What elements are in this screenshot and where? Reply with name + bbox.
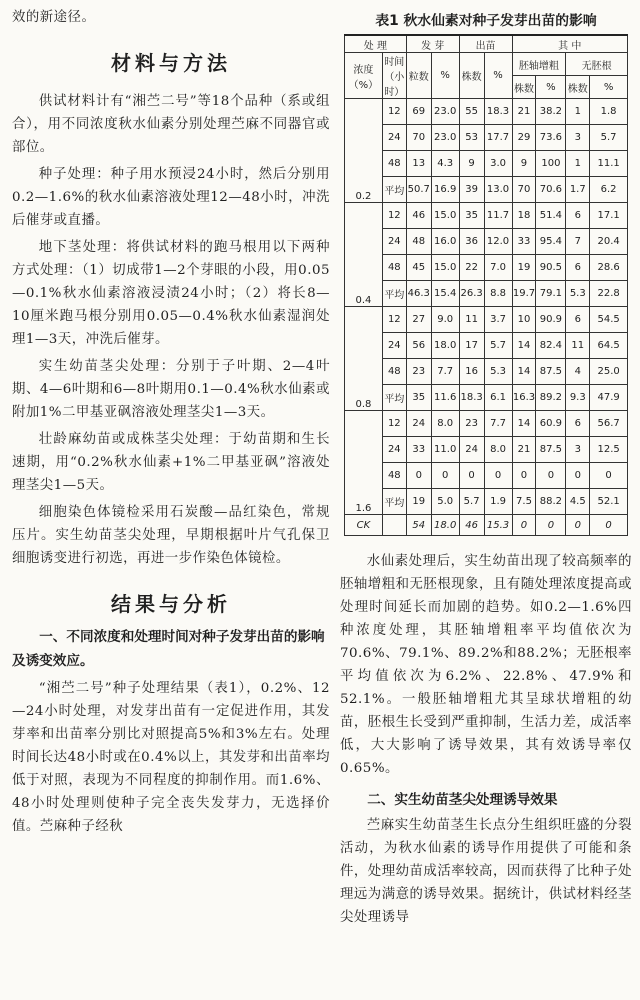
table-cell: 6 bbox=[566, 411, 590, 437]
paragraph-staining: 细胞染色体镜检采用石炭酸—品红染色，常规压片。实生幼苗茎尖处理，早期根据叶片气孔保卫细胞诱变进行初选，再进一步作染色体镜检。 bbox=[12, 505, 330, 566]
table-cell: 38.2 bbox=[536, 99, 566, 125]
table-cell: 4.5 bbox=[566, 489, 590, 515]
paragraph-materials: 供试材料计有“湘苎二号”等18个品种（系或组合），用不同浓度秋水仙素分别处理苎麻不同器官或部位。 bbox=[12, 94, 330, 155]
table-cell: 17 bbox=[459, 333, 484, 359]
table-row bbox=[345, 307, 628, 333]
table-row bbox=[345, 151, 628, 177]
table-cell: 3.0 bbox=[484, 151, 512, 177]
table-cell: 24 bbox=[382, 437, 406, 463]
table-row-control bbox=[345, 515, 628, 536]
concentration-cell: 0.2 bbox=[345, 99, 383, 203]
table-cell: 23 bbox=[459, 411, 484, 437]
table-header: 出苗 bbox=[459, 35, 512, 53]
table-cell: 90.5 bbox=[536, 255, 566, 281]
table-cell: 4.3 bbox=[431, 151, 459, 177]
table-header: 发 芽 bbox=[406, 35, 459, 53]
table-cell: CK bbox=[345, 515, 383, 536]
table-cell: 52.1 bbox=[590, 489, 628, 515]
table-cell: 55 bbox=[459, 99, 484, 125]
table-cell: 0 bbox=[431, 463, 459, 489]
table-cell: 11 bbox=[459, 307, 484, 333]
table-cell: 15.0 bbox=[431, 203, 459, 229]
table-cell: 9.0 bbox=[431, 307, 459, 333]
table-cell: 48 bbox=[382, 151, 406, 177]
table-cell: 12 bbox=[382, 203, 406, 229]
table-row bbox=[345, 255, 628, 281]
table-row bbox=[345, 333, 628, 359]
table-cell: 27 bbox=[406, 307, 431, 333]
table-cell: 54 bbox=[406, 515, 431, 536]
table-cell: 0 bbox=[536, 463, 566, 489]
table-cell: 3.7 bbox=[484, 307, 512, 333]
table-cell: 50.7 bbox=[406, 177, 431, 203]
table-row bbox=[345, 437, 628, 463]
table-cell: 5.3 bbox=[566, 281, 590, 307]
right-column bbox=[340, 0, 632, 929]
table-cell: 60.9 bbox=[536, 411, 566, 437]
table-cell: 89.2 bbox=[536, 385, 566, 411]
table-cell: 21 bbox=[512, 99, 536, 125]
table-cell: 15.0 bbox=[431, 255, 459, 281]
table-cell: 79.1 bbox=[536, 281, 566, 307]
table-cell: 5.7 bbox=[590, 125, 628, 151]
table-cell: 5.7 bbox=[459, 489, 484, 515]
table-cell: 3 bbox=[566, 125, 590, 151]
table-cell: 24 bbox=[459, 437, 484, 463]
table-cell: 9 bbox=[512, 151, 536, 177]
table-cell: 22 bbox=[459, 255, 484, 281]
concentration-cell: 1.6 bbox=[345, 411, 383, 515]
table-cell: 48 bbox=[382, 255, 406, 281]
table-cell: 46 bbox=[406, 203, 431, 229]
table-cell: 1.8 bbox=[590, 99, 628, 125]
table-cell: 47.9 bbox=[590, 385, 628, 411]
table-cell: 36 bbox=[459, 229, 484, 255]
table-cell: 18.3 bbox=[484, 99, 512, 125]
table-cell: 5.7 bbox=[484, 333, 512, 359]
table-header: 胚轴增粗 bbox=[512, 53, 566, 76]
table-cell: 21 bbox=[512, 437, 536, 463]
table-cell: 12.0 bbox=[484, 229, 512, 255]
table-cell: 22.8 bbox=[590, 281, 628, 307]
table-cell: 64.5 bbox=[590, 333, 628, 359]
table-cell: 0 bbox=[484, 463, 512, 489]
table-header: 株数 bbox=[566, 76, 590, 99]
table-cell: 9 bbox=[459, 151, 484, 177]
table-cell: 平均 bbox=[382, 385, 406, 411]
table-cell: 6 bbox=[566, 307, 590, 333]
table-cell: 6 bbox=[566, 255, 590, 281]
table-row bbox=[345, 489, 628, 515]
table-cell: 15.4 bbox=[431, 281, 459, 307]
data-table bbox=[344, 34, 628, 536]
table-header: % bbox=[536, 76, 566, 99]
subsection-heading-2: 二、实生幼苗茎尖处理诱导效果 bbox=[367, 792, 558, 808]
table-cell: 12 bbox=[382, 99, 406, 125]
table-header: % bbox=[484, 53, 512, 99]
table-cell: 7.7 bbox=[431, 359, 459, 385]
table-cell: 1 bbox=[566, 99, 590, 125]
table-cell: 48 bbox=[382, 359, 406, 385]
table-row bbox=[345, 463, 628, 489]
table-header: 无胚根 bbox=[566, 53, 628, 76]
table-cell: 0 bbox=[590, 515, 628, 536]
table-row bbox=[345, 125, 628, 151]
table-cell: 11.6 bbox=[431, 385, 459, 411]
table-cell: 0 bbox=[566, 515, 590, 536]
table-cell: 45 bbox=[406, 255, 431, 281]
paragraph-hypocotyl-results: 水仙素处理后，实生幼苗出现了较高频率的胚轴增粗和无胚根现象，且有随处理浓度提高或处理时间延长而加剧的趋势。如0.2—1.6%四种浓度处理，其胚轴增粗率平均值依次为70.6%、79.1%、89.2%和88.2%；无胚根率平均值依次为6.2%、22.8%、47.9%和52.1%。一般胚轴增粗尤其呈球状增粗的幼苗，胚根生长受到严重抑制，生活力差，成活率低，大大影响了诱导效果，其有效诱导率仅0.65%。 bbox=[340, 554, 632, 776]
table-header: 粒数 bbox=[406, 53, 431, 99]
table-cell: 23 bbox=[406, 359, 431, 385]
table-cell: 平均 bbox=[382, 177, 406, 203]
table-cell: 6.1 bbox=[484, 385, 512, 411]
table-cell: 16.0 bbox=[431, 229, 459, 255]
table-cell: 20.4 bbox=[590, 229, 628, 255]
table-cell: 6.2 bbox=[590, 177, 628, 203]
table-header: 时间（小时） bbox=[382, 53, 406, 99]
table-cell: 1.9 bbox=[484, 489, 512, 515]
table-cell: 7 bbox=[566, 229, 590, 255]
table-cell: 25.0 bbox=[590, 359, 628, 385]
table-cell: 48 bbox=[406, 229, 431, 255]
table-cell: 56.7 bbox=[590, 411, 628, 437]
table-cell: 12.5 bbox=[590, 437, 628, 463]
table-cell: 18.0 bbox=[431, 515, 459, 536]
table-row bbox=[345, 281, 628, 307]
table-row bbox=[345, 385, 628, 411]
paragraph-rhizome-treatment: 地下茎处理：将供试材料的跑马根用以下两种方式处理：（1）切成带1—2个芽眼的小段，用0.05—0.1%秋水仙素溶液浸渍24小时；（2）将长8—10厘米跑马根分别用0.05—0.4%秋水仙素湿润处理1—3天，冲洗后催芽。 bbox=[12, 240, 330, 347]
table-cell: 53 bbox=[459, 125, 484, 151]
table-cell: 17.7 bbox=[484, 125, 512, 151]
table-cell: 23.0 bbox=[431, 125, 459, 151]
table-cell: 14 bbox=[512, 359, 536, 385]
table-cell: 10 bbox=[512, 307, 536, 333]
table-cell: 0 bbox=[459, 463, 484, 489]
table-cell: 70 bbox=[406, 125, 431, 151]
paragraph-seed-results: “湘苎二号”种子处理结果（表1），0.2%、12—24小时处理，对发芽出苗有一定促进作用，其发芽率和出苗率分别比对照提高5%和3%左右。处理时间长达48小时或在0.4%以上，其发芽和出苗率均低于对照，表现为不同程度的抑制作用。而1.6%、48小时处理则使种子完全丧失发芽力，无选择价值。苎麻种子经秋 bbox=[12, 681, 330, 834]
paragraph-seed-treatment: 种子处理：种子用水预浸24小时，然后分别用0.2—1.6%的秋水仙素溶液处理12—48小时，冲洗后催芽或直播。 bbox=[12, 167, 330, 228]
table-cell: 56 bbox=[406, 333, 431, 359]
table-cell: 0 bbox=[406, 463, 431, 489]
table-cell: 6 bbox=[566, 203, 590, 229]
table-cell: 0 bbox=[566, 463, 590, 489]
table-cell: 11.7 bbox=[484, 203, 512, 229]
table-cell: 90.9 bbox=[536, 307, 566, 333]
concentration-cell: 0.4 bbox=[345, 203, 383, 307]
table-cell: 51.4 bbox=[536, 203, 566, 229]
table-cell: 19 bbox=[512, 255, 536, 281]
table-cell: 87.5 bbox=[536, 359, 566, 385]
table-header: 株数 bbox=[512, 76, 536, 99]
table-cell: 54.5 bbox=[590, 307, 628, 333]
table-cell bbox=[382, 515, 406, 536]
table-caption: 表1 秋水仙素对种子发芽出苗的影响 bbox=[375, 13, 597, 29]
table-cell: 100 bbox=[536, 151, 566, 177]
table-cell: 5.0 bbox=[431, 489, 459, 515]
paragraph-adult-treatment: 壮龄麻幼苗或成株茎尖处理：于幼苗期和生长速期，用“0.2%秋水仙素+1%二甲基亚砜”溶液处理茎尖1—5天。 bbox=[12, 432, 330, 493]
table-header: % bbox=[431, 53, 459, 99]
table-cell: 14 bbox=[512, 333, 536, 359]
table-cell: 73.6 bbox=[536, 125, 566, 151]
table-cell: 11.1 bbox=[590, 151, 628, 177]
table-header: % bbox=[590, 76, 628, 99]
table-cell: 17.1 bbox=[590, 203, 628, 229]
table-row bbox=[345, 229, 628, 255]
table-cell: 18.0 bbox=[431, 333, 459, 359]
table-cell: 33 bbox=[406, 437, 431, 463]
table-cell: 11.0 bbox=[431, 437, 459, 463]
table-cell: 35 bbox=[459, 203, 484, 229]
table-cell: 18.3 bbox=[459, 385, 484, 411]
table-cell: 0 bbox=[536, 515, 566, 536]
table-cell: 11 bbox=[566, 333, 590, 359]
table-row bbox=[345, 203, 628, 229]
table-cell: 24 bbox=[382, 229, 406, 255]
table-cell: 16 bbox=[459, 359, 484, 385]
table-cell: 24 bbox=[382, 125, 406, 151]
table-cell: 平均 bbox=[382, 489, 406, 515]
paragraph-continuation: 效的新途径。 bbox=[12, 10, 96, 25]
paragraph-apex-results: 苎麻实生幼苗茎生长点分生组织旺盛的分裂活动，为秋水仙素的诱导作用提供了可能和条件，处理幼苗成活率较高，因而获得了比种子处理远为满意的诱导效果。据统计，供试材料经茎尖处理诱导 bbox=[340, 818, 632, 925]
table-cell: 8.0 bbox=[484, 437, 512, 463]
table-cell: 12 bbox=[382, 411, 406, 437]
table-cell: 70.6 bbox=[536, 177, 566, 203]
table-cell: 87.5 bbox=[536, 437, 566, 463]
table-cell: 1.7 bbox=[566, 177, 590, 203]
table-cell: 3 bbox=[566, 437, 590, 463]
table-cell: 13.0 bbox=[484, 177, 512, 203]
table-cell: 7.7 bbox=[484, 411, 512, 437]
table-cell: 48 bbox=[382, 463, 406, 489]
table-header: 其 中 bbox=[512, 35, 628, 53]
table-cell: 69 bbox=[406, 99, 431, 125]
table-row bbox=[345, 359, 628, 385]
table-cell: 12 bbox=[382, 307, 406, 333]
table-row bbox=[345, 99, 628, 125]
paragraph-seedling-treatment: 实生幼苗茎尖处理：分别于子叶期、2—4叶期、4—6叶期和6—8叶期用0.1—0.4%秋水仙素或附加1%二甲基亚砜溶液处理茎尖1—3天。 bbox=[12, 359, 330, 420]
table-cell: 15.3 bbox=[484, 515, 512, 536]
table-row bbox=[345, 411, 628, 437]
table-cell: 82.4 bbox=[536, 333, 566, 359]
table-cell: 18 bbox=[512, 203, 536, 229]
table-cell: 29 bbox=[512, 125, 536, 151]
subsection-heading-1: 一、不同浓度和处理时间对种子发芽出苗的影响及诱变效应。 bbox=[12, 629, 325, 669]
table-cell: 23.0 bbox=[431, 99, 459, 125]
table-cell: 16.3 bbox=[512, 385, 536, 411]
table-cell: 8.0 bbox=[431, 411, 459, 437]
table-cell: 1 bbox=[566, 151, 590, 177]
table-cell: 7.0 bbox=[484, 255, 512, 281]
table-cell: 平均 bbox=[382, 281, 406, 307]
table-cell: 8.8 bbox=[484, 281, 512, 307]
table-cell: 88.2 bbox=[536, 489, 566, 515]
table-cell: 26.3 bbox=[459, 281, 484, 307]
table-cell: 24 bbox=[382, 333, 406, 359]
left-column bbox=[12, 0, 330, 838]
table-cell: 16.9 bbox=[431, 177, 459, 203]
table-cell: 5.3 bbox=[484, 359, 512, 385]
table-header: 浓度（%） bbox=[345, 53, 383, 99]
table-header: 处 理 bbox=[345, 35, 407, 53]
table-cell: 28.6 bbox=[590, 255, 628, 281]
table-cell: 95.4 bbox=[536, 229, 566, 255]
table-cell: 39 bbox=[459, 177, 484, 203]
table-cell: 35 bbox=[406, 385, 431, 411]
table-cell: 4 bbox=[566, 359, 590, 385]
table-header: 株数 bbox=[459, 53, 484, 99]
table-cell: 14 bbox=[512, 411, 536, 437]
table-cell: 0 bbox=[590, 463, 628, 489]
table-cell: 0 bbox=[512, 463, 536, 489]
table-cell: 46.3 bbox=[406, 281, 431, 307]
section-heading-results: 结果与分析 bbox=[111, 592, 231, 616]
table-cell: 19.7 bbox=[512, 281, 536, 307]
table-cell: 7.5 bbox=[512, 489, 536, 515]
concentration-cell: 0.8 bbox=[345, 307, 383, 411]
table-cell: 70 bbox=[512, 177, 536, 203]
table-cell: 24 bbox=[406, 411, 431, 437]
table-cell: 33 bbox=[512, 229, 536, 255]
table-cell: 46 bbox=[459, 515, 484, 536]
table-cell: 13 bbox=[406, 151, 431, 177]
table-cell: 0 bbox=[512, 515, 536, 536]
table-cell: 9.3 bbox=[566, 385, 590, 411]
section-heading-methods: 材料与方法 bbox=[111, 51, 231, 75]
table-row bbox=[345, 177, 628, 203]
table-cell: 19 bbox=[406, 489, 431, 515]
